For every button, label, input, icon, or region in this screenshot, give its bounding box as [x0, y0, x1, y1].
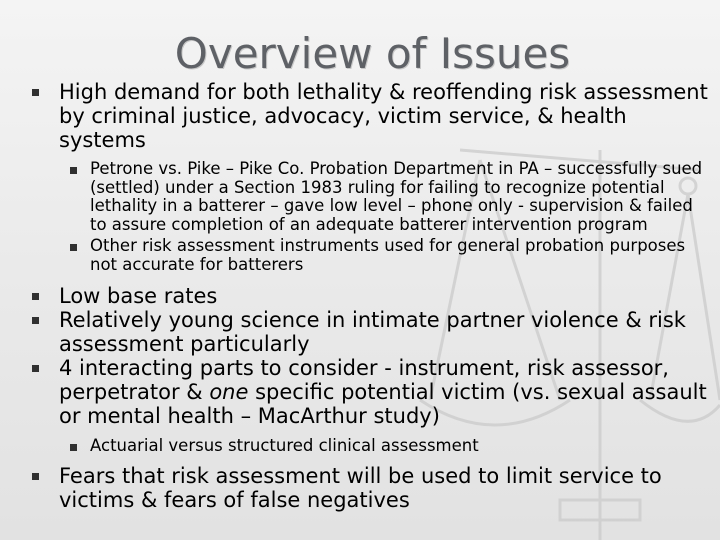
square-bullet-icon: [32, 293, 39, 300]
square-bullet-icon: [70, 244, 77, 251]
sub-bullet-item-other-instruments: [0, 237, 708, 274]
bullet-item-demand: [0, 80, 709, 152]
sub-bullet-text: Actuarial versus structured clinical assessment: [90, 435, 479, 455]
sub-bullet-item-actuarial: [0, 437, 708, 456]
square-bullet-icon: [70, 444, 77, 451]
bullet-text: Relatively young science in intimate partner violence & risk assessment particularly: [59, 307, 686, 356]
bullet-text: High demand for both lethality & reoffending risk assessment by criminal justice, advocacy, victim service, & health systems: [59, 80, 708, 152]
bullet-text: 4 interacting parts to consider - instrument, risk assessor, perpetrator & one specific potential victim (vs. sexual assault or mental health – MacArthur study): [59, 355, 707, 428]
bullet-item-fears: [0, 464, 709, 512]
square-bullet-icon: [32, 317, 39, 324]
square-bullet-icon: [70, 167, 77, 174]
square-bullet-icon: [32, 89, 39, 96]
sub-bullet-item-petrone: [0, 160, 708, 234]
square-bullet-icon: [32, 365, 39, 372]
bullet-list: [0, 80, 720, 512]
sub-bullet-text: Other risk assessment instruments used for general probation purposes not accurate for batterers: [90, 236, 686, 274]
bullet-text: Low base rates: [59, 283, 218, 308]
square-bullet-icon: [32, 473, 39, 480]
bullet-item-young-science: [0, 308, 709, 356]
slide-title: Overview of Issues: [174, 29, 571, 78]
bullet-text: Fears that risk assessment will be used to limit service to victims & fears of false negatives: [59, 464, 662, 513]
sub-bullet-text: Petrone vs. Pike – Pike Co. Probation Department in PA – successfully sued (settled) under a Section 1983 ruling for failing to recognize potential lethality in a batterer – gave low level – phone only - supervision & failed to assure completion of an adequate batterer intervention program: [90, 159, 703, 234]
bullet-item-interacting-parts: [0, 356, 709, 428]
bullet-item-base-rates: [0, 284, 709, 308]
